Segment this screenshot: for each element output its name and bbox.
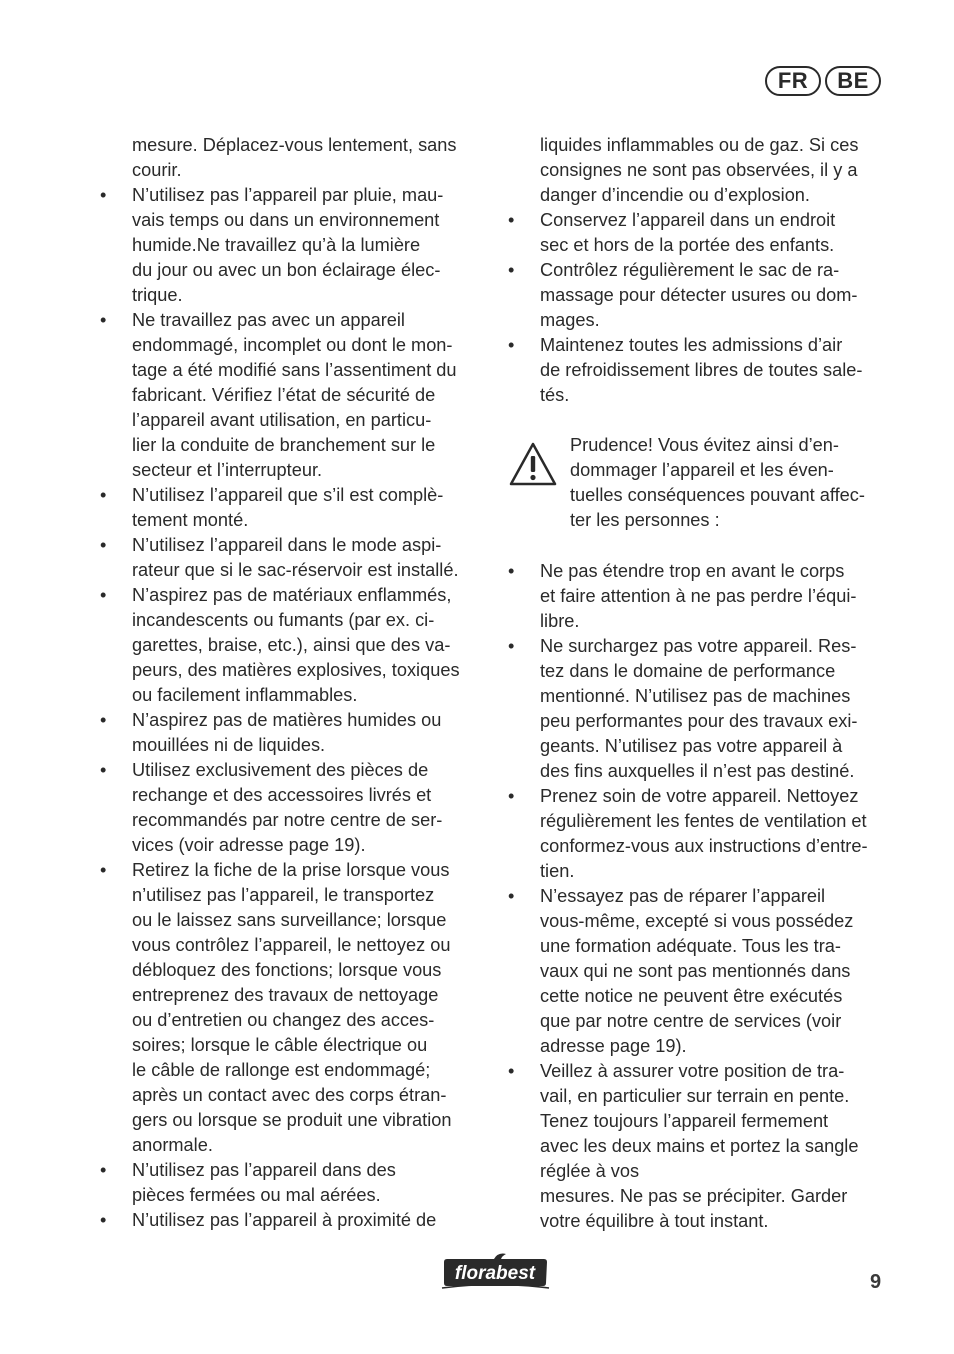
- line-text: tage a été modifié sans l’assentiment du: [132, 360, 457, 380]
- line-text: tement monté.: [132, 510, 249, 530]
- bullet-item-line: [508, 1059, 888, 1084]
- line-text: recommandés par notre centre de ser-: [132, 810, 443, 830]
- bullet-item-line: [508, 333, 888, 358]
- line-text: geants. N’utilisez pas votre appareil à: [540, 736, 843, 756]
- line-text: régulièrement les fentes de ventilation et: [540, 811, 867, 831]
- bullet-item-line: [100, 583, 480, 608]
- bullet-marker: •: [100, 585, 107, 605]
- bullet-item-line: [508, 884, 888, 909]
- text-line: [100, 508, 480, 533]
- line-text: humide.Ne travaillez qu’à la lumière: [132, 235, 421, 255]
- bullet-item-line: [508, 258, 888, 283]
- line-text: rechange et des accessoires livrés et: [132, 785, 432, 805]
- text-line: [100, 433, 480, 458]
- text-line: [508, 1159, 888, 1184]
- text-line: [508, 709, 888, 734]
- text-line: [100, 233, 480, 258]
- line-text: lier la conduite de branchement sur le: [132, 435, 436, 455]
- line-text: pièces fermées ou mal aérées.: [132, 1185, 381, 1205]
- bullet-marker: •: [508, 786, 515, 806]
- text-line: [508, 584, 888, 609]
- line-text: N’utilisez pas l’appareil dans des: [132, 1160, 396, 1180]
- caution-text-line: Prudence! Vous évitez ainsi d’en-: [570, 435, 839, 455]
- text-line: [508, 959, 888, 984]
- text-line: [100, 158, 480, 183]
- text-line: [100, 608, 480, 633]
- line-text: ou le laissez sans surveillance; lorsque: [132, 910, 447, 930]
- bullet-item-line: [508, 634, 888, 659]
- line-text: vices (voir adresse page 19).: [132, 835, 366, 855]
- text-line: [508, 1034, 888, 1059]
- line-text: liquides inflammables ou de gaz. Si ces: [540, 135, 859, 155]
- right-column-top: [508, 133, 888, 408]
- language-badge-fr: FR: [765, 66, 821, 96]
- line-text: mentionné. N’utilisez pas de machines: [540, 686, 851, 706]
- bullet-marker: •: [508, 210, 515, 230]
- text-line: [508, 1009, 888, 1034]
- text-line: [100, 833, 480, 858]
- caution-text-line: dommager l’appareil et les éven-: [570, 460, 834, 480]
- text-line: [508, 934, 888, 959]
- text-line: [508, 834, 888, 859]
- line-text: avec les deux mains et portez la sangle: [540, 1136, 859, 1156]
- text-line: [100, 1058, 480, 1083]
- bullet-item-line: [100, 533, 480, 558]
- line-text: mouillées ni de liquides.: [132, 735, 326, 755]
- line-text: Ne surchargez pas votre appareil. Res-: [540, 636, 857, 656]
- line-text: Utilisez exclusivement des pièces de: [132, 760, 429, 780]
- caution-text-line: ter les personnes :: [570, 510, 720, 530]
- text-line: [100, 908, 480, 933]
- line-text: N’utilisez pas l’appareil à proximité de: [132, 1210, 437, 1230]
- line-text: massage pour détecter usures ou dom-: [540, 285, 858, 305]
- text-line: [100, 208, 480, 233]
- line-text: anormale.: [132, 1135, 213, 1155]
- bullet-item-line: [508, 559, 888, 584]
- line-text: de refroidissement libres de toutes sale-: [540, 360, 863, 380]
- right-column: [508, 133, 888, 1234]
- text-line: [100, 1008, 480, 1033]
- language-badges: [765, 66, 881, 96]
- text-line: [508, 609, 888, 634]
- line-text: sec et hors de la portée des enfants.: [540, 235, 835, 255]
- text-line: [100, 733, 480, 758]
- line-text: entreprenez des travaux de nettoyage: [132, 985, 439, 1005]
- logo-text: florabest: [454, 1263, 536, 1284]
- text-line: [508, 233, 888, 258]
- line-text: secteur et l’interrupteur.: [132, 460, 323, 480]
- line-text: tés.: [540, 385, 570, 405]
- text-line: [100, 1033, 480, 1058]
- line-text: Ne travaillez pas avec un appareil: [132, 310, 405, 330]
- line-text: cette notice ne peuvent être exécutés: [540, 986, 843, 1006]
- bullet-marker: •: [100, 535, 107, 555]
- warning-triangle-icon: [508, 441, 558, 487]
- line-text: N’utilisez l’appareil dans le mode aspi-: [132, 535, 442, 555]
- line-text: Ne pas étendre trop en avant le corps: [540, 561, 845, 581]
- text-line: [508, 909, 888, 934]
- line-text: que par notre centre de services (voir: [540, 1011, 842, 1031]
- text-line: [508, 308, 888, 333]
- line-text: N’essayez pas de réparer l’appareil: [540, 886, 826, 906]
- text-line: [508, 734, 888, 759]
- text-line: [508, 158, 888, 183]
- line-text: mages.: [540, 310, 600, 330]
- line-text: adresse page 19).: [540, 1036, 687, 1056]
- line-text: N’aspirez pas de matériaux enflammés,: [132, 585, 452, 605]
- text-line: [508, 1134, 888, 1159]
- text-line: [508, 1109, 888, 1134]
- bullet-item-line: [100, 183, 480, 208]
- line-text: le câble de rallonge est endommagé;: [132, 1060, 431, 1080]
- bullet-marker: •: [100, 760, 107, 780]
- text-line: [100, 133, 480, 158]
- line-text: Veillez à assurer votre position de tra-: [540, 1061, 845, 1081]
- line-text: réglée à vos: [540, 1161, 640, 1181]
- text-line: [508, 1184, 888, 1209]
- line-text: débloquez des fonctions; lorsque vous: [132, 960, 442, 980]
- line-text: fabricant. Vérifiez l’état de sécurité de: [132, 385, 436, 405]
- line-text: Retirez la fiche de la prise lorsque vous: [132, 860, 450, 880]
- line-text: Prenez soin de votre appareil. Nettoyez: [540, 786, 859, 806]
- line-text: soires; lorsque le câble électrique ou: [132, 1035, 428, 1055]
- bullet-marker: •: [100, 710, 107, 730]
- line-text: votre équilibre à tout instant.: [540, 1211, 769, 1231]
- bullet-marker: •: [100, 1160, 107, 1180]
- line-text: Contrôlez régulièrement le sac de ra-: [540, 260, 840, 280]
- line-text: N’utilisez l’appareil que s’il est complè-: [132, 485, 444, 505]
- line-text: mesure. Déplacez-vous lentement, sans: [132, 135, 457, 155]
- bullet-item-line: [100, 1158, 480, 1183]
- bullet-marker: •: [508, 561, 515, 581]
- bullet-marker: •: [100, 185, 107, 205]
- line-text: courir.: [132, 160, 182, 180]
- line-text: N’utilisez pas l’appareil par pluie, mau-: [132, 185, 444, 205]
- text-line: [100, 883, 480, 908]
- line-text: garettes, braise, etc.), ainsi que des va-: [132, 635, 451, 655]
- text-line: [100, 458, 480, 483]
- florabest-logo: [438, 1250, 552, 1292]
- bullet-item-line: [100, 708, 480, 733]
- bullet-marker: •: [100, 1210, 107, 1230]
- text-line: [100, 683, 480, 708]
- line-text: une formation adéquate. Tous les tra-: [540, 936, 841, 956]
- text-line: [508, 809, 888, 834]
- bullet-item-line: [100, 1208, 480, 1233]
- text-line: [508, 383, 888, 408]
- text-line: [100, 983, 480, 1008]
- line-text: tien.: [540, 861, 575, 881]
- bullet-marker: •: [508, 260, 515, 280]
- line-text: conformez-vous aux instructions d’entre-: [540, 836, 868, 856]
- text-line: [508, 759, 888, 784]
- text-line: [100, 258, 480, 283]
- line-text: rateur que si le sac-réservoir est installé.: [132, 560, 459, 580]
- text-line: [508, 1209, 888, 1234]
- line-text: des fins auxquelles il n’est pas destiné.: [540, 761, 855, 781]
- bullet-item-line: [100, 308, 480, 333]
- line-text: du jour ou avec un bon éclairage élec-: [132, 260, 441, 280]
- caution-text-line: tuelles conséquences pouvant affec-: [570, 485, 865, 505]
- bullet-marker: •: [508, 636, 515, 656]
- line-text: libre.: [540, 611, 580, 631]
- line-text: Tenez toujours l’appareil fermement: [540, 1111, 829, 1131]
- text-line: [100, 1183, 480, 1208]
- text-line: [100, 1083, 480, 1108]
- bullet-marker: •: [100, 310, 107, 330]
- line-text: consignes ne sont pas observées, il y a: [540, 160, 858, 180]
- text-line: [100, 1133, 480, 1158]
- line-text: après un contact avec des corps étran-: [132, 1085, 447, 1105]
- line-text: N’aspirez pas de matières humides ou: [132, 710, 442, 730]
- text-line: [100, 933, 480, 958]
- text-line: [508, 684, 888, 709]
- text-line: [508, 1084, 888, 1109]
- text-line: [508, 183, 888, 208]
- text-line: [508, 859, 888, 884]
- text-line: [508, 358, 888, 383]
- bullet-marker: •: [100, 860, 107, 880]
- bullet-item-line: [508, 784, 888, 809]
- line-text: vais temps ou dans un environnement: [132, 210, 440, 230]
- line-text: l’appareil avant utilisation, en particu-: [132, 410, 432, 430]
- line-text: vous-même, excepté si vous possédez: [540, 911, 854, 931]
- text-line: [508, 283, 888, 308]
- bullet-item-line: [100, 483, 480, 508]
- line-text: peu performantes pour des travaux exi-: [540, 711, 858, 731]
- page-number: 9: [870, 1271, 882, 1293]
- text-line: [508, 984, 888, 1009]
- text-line: [100, 333, 480, 358]
- line-text: tez dans le domaine de performance: [540, 661, 836, 681]
- text-line: [100, 658, 480, 683]
- line-text: vail, en particulier sur terrain en pente.: [540, 1086, 850, 1106]
- right-column-bottom: [508, 559, 888, 1234]
- line-text: et faire attention à ne pas perdre l’équi-: [540, 586, 857, 606]
- bullet-item-line: [508, 208, 888, 233]
- line-text: vous contrôlez l’appareil, le nettoyez ou: [132, 935, 451, 955]
- line-text: peurs, des matières explosives, toxiques: [132, 660, 460, 680]
- language-badge-be: BE: [825, 66, 881, 96]
- bullet-marker: •: [508, 886, 515, 906]
- line-text: vaux qui ne sont pas mentionnés dans: [540, 961, 851, 981]
- line-text: Conservez l’appareil dans un endroit: [540, 210, 836, 230]
- text-line: [100, 283, 480, 308]
- text-line: [508, 133, 888, 158]
- text-line: [100, 783, 480, 808]
- bullet-marker: •: [508, 1061, 515, 1081]
- line-text: gers ou lorsque se produit une vibration: [132, 1110, 452, 1130]
- line-text: incandescents ou fumants (par ex. ci-: [132, 610, 435, 630]
- line-text: Maintenez toutes les admissions d’air: [540, 335, 843, 355]
- text-line: [508, 659, 888, 684]
- text-line: [100, 358, 480, 383]
- text-line: [100, 408, 480, 433]
- text-line: [100, 1108, 480, 1133]
- caution-block: [508, 433, 888, 533]
- line-text: n’utilisez pas l’appareil, le transportez: [132, 885, 435, 905]
- line-text: ou d’entretien ou changez des acces-: [132, 1010, 435, 1030]
- line-text: endommagé, incomplet ou dont le mon-: [132, 335, 453, 355]
- bullet-item-line: [100, 758, 480, 783]
- bullet-item-line: [100, 858, 480, 883]
- line-text: mesures. Ne pas se précipiter. Garder: [540, 1186, 848, 1206]
- text-line: [100, 958, 480, 983]
- text-line: [100, 633, 480, 658]
- left-column: [100, 133, 480, 1233]
- text-line: [100, 808, 480, 833]
- bullet-marker: •: [508, 335, 515, 355]
- bullet-marker: •: [100, 485, 107, 505]
- line-text: trique.: [132, 285, 183, 305]
- line-text: ou facilement inflammables.: [132, 685, 358, 705]
- text-line: [100, 558, 480, 583]
- text-line: [100, 383, 480, 408]
- line-text: danger d’incendie ou d’explosion.: [540, 185, 810, 205]
